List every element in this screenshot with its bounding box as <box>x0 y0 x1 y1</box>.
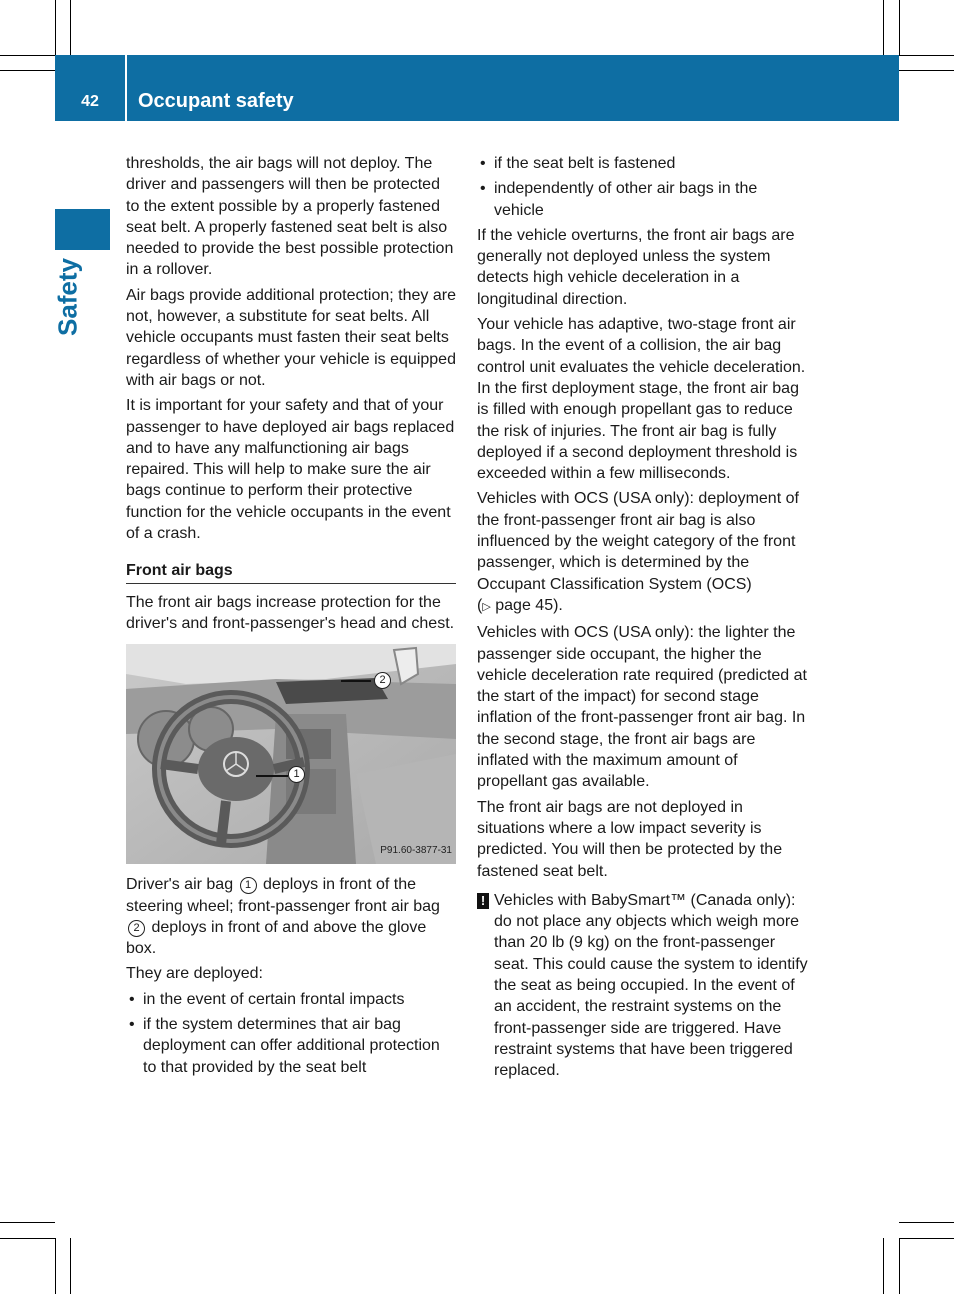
paragraph: Vehicles with OCS (USA only): the lighter the passenger side occupant, the higher the vehicle deceleration rate required (predicted at the start of the impact) for second stage inflation of the front-passenger front air bag. In the second stage, the front air bags are inflated with the maximum amount of propellant gas available. <box>477 624 807 791</box>
crop-mark <box>899 0 900 55</box>
callout-1: 1 <box>288 766 305 783</box>
paragraph: The front air bags increase protection for the driver's and front-passenger's head and chest. <box>126 593 455 632</box>
list-item: • independently of other air bags in the vehicle <box>477 178 809 221</box>
airbag-figure <box>126 644 456 864</box>
side-tab <box>55 209 110 250</box>
crop-mark <box>899 55 954 56</box>
warning-note <box>477 890 809 1082</box>
side-tab-label: Safety <box>52 257 83 337</box>
paragraph: If the vehicle overturns, the front air bags are generally not deployed unless the system detects high vehicle deceleration in a longitudinal direction. <box>477 226 795 308</box>
crop-mark <box>0 1238 55 1239</box>
list-item: • if the system determines that air bag deployment can offer additional protection to that provided by the seat belt <box>126 1014 456 1078</box>
crop-mark <box>0 70 55 71</box>
paragraph: The front air bags are not deployed in situations where a low impact severity is predicted. You will then be protected by the fastened seat belt. <box>477 798 783 880</box>
crop-mark <box>55 1238 56 1294</box>
crop-mark <box>70 1238 71 1294</box>
subheading-front-air-bags: Front air bags <box>126 560 456 583</box>
paragraph: thresholds, the air bags will not deploy. The driver and passengers will then be protected to the extent possible by a properly fastened seat belt. A properly fastened seat belt is also needed to provide the best possible protection in a rollover. <box>126 155 454 279</box>
crop-mark <box>899 1238 954 1239</box>
text-span: deploys in front of and above the glove box. <box>126 918 427 958</box>
text-span: deploys in front of the steering wheel; front-passenger front air bag <box>126 876 440 915</box>
page-ref-arrow-icon: ▷ <box>482 600 491 613</box>
crop-mark <box>0 1222 55 1223</box>
callout-2: 2 <box>374 672 391 689</box>
figure-code: P91.60-3877-31 <box>380 844 452 856</box>
paragraph: Your vehicle has adaptive, two-stage front air bags. In the event of a collision, the air bag control unit evaluates the vehicle deceleration. In the first deployment stage, the front air bag is filled with enough propellant gas to reduce the risk of injuries. The front air bag is fully deployed if a second deployment threshold is exceeded within a few milliseconds. <box>477 316 806 483</box>
crop-mark <box>0 55 55 56</box>
paragraph: It is important for your safety and that of your passenger to have deployed air bags replaced and to have any malfunctioning air bags repaired. This will help to make sure the air bags continue to perform their protective function for the vehicle occupants in the event of a crash. <box>126 397 455 543</box>
cockpit-illustration <box>126 644 456 864</box>
bullet-list <box>126 989 456 1078</box>
right-column <box>477 153 809 1081</box>
crop-mark <box>899 70 954 71</box>
crop-mark <box>883 1238 884 1294</box>
paragraph: They are deployed: <box>126 965 263 983</box>
page-reference-link[interactable]: page 45). <box>495 596 563 614</box>
page-number: 42 <box>81 93 99 110</box>
crop-mark <box>883 0 884 55</box>
header-divider <box>125 55 127 121</box>
callout-ref-2: 2 <box>128 920 145 937</box>
crop-mark <box>70 0 71 55</box>
list-item: • if the seat belt is fastened <box>477 153 809 174</box>
list-item: • in the event of certain frontal impacts <box>126 989 456 1010</box>
paragraph: Vehicles with OCS (USA only): deployment of the front-passenger front air bag is also influenced by the weight category of the front passenger, which is determined by the Occupant Classification System (OCS) (▷ page 45). <box>477 490 799 614</box>
text-span: Vehicles with OCS (USA only): deployment of the front-passenger front air bag is also influenced by the weight category of the front passenger, which is determined by the Occupant Classification System (OCS) <box>477 490 799 593</box>
crop-mark <box>899 1238 900 1294</box>
section-title: Occupant safety <box>138 90 294 112</box>
paragraph <box>126 874 456 959</box>
left-column <box>126 153 456 1082</box>
warning-icon: ! <box>477 893 489 909</box>
text-span: Driver's air bag <box>126 876 234 894</box>
crop-mark <box>899 1222 954 1223</box>
callout-ref-1: 1 <box>240 877 257 894</box>
paragraph: Air bags provide additional protection; they are not, however, a substitute for seat belts. All vehicle occupants must fasten their seat belts regardless of whether your vehicle is equipped with air bags or not. <box>126 286 456 389</box>
bullet-list <box>477 153 809 221</box>
crop-mark <box>55 0 56 55</box>
warning-text: Vehicles with BabySmart™ (Canada only): do not place any objects which weigh more than 20 lb (9 kg) on the front-passenger seat. This could cause the system to identify the seat as being occupied. In the event of an accident, the restraint systems on the front-passenger side are triggered. Have restraint systems that have been triggered replaced. <box>494 891 808 1080</box>
